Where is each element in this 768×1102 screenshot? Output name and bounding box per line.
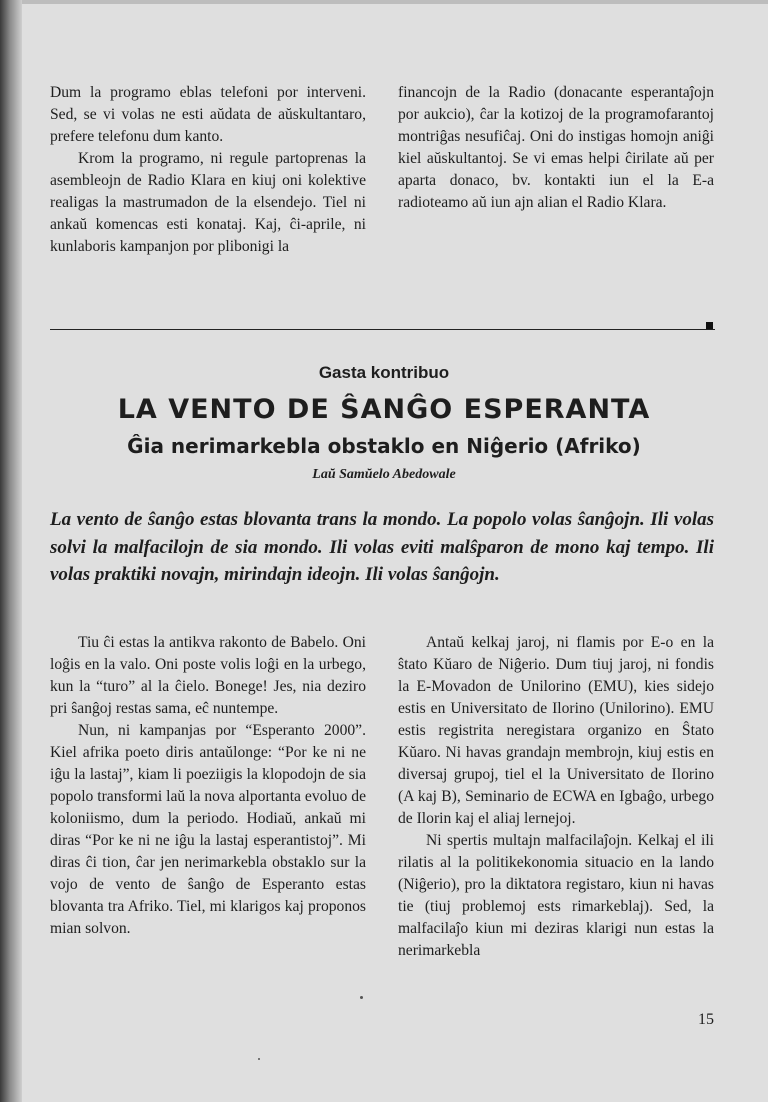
article-headline: LA VENTO DE ŜANĜO ESPERANTA [117, 394, 651, 425]
end-of-article-mark [706, 322, 713, 329]
article-byline: Laŭ Samŭelo Abedowale [312, 467, 456, 482]
print-speck [360, 996, 363, 999]
article-subheadline: Ĝia nerimarkebla obstaklo en Niĝerio (Afriko) [127, 434, 641, 458]
page-number: 15 [698, 1011, 714, 1028]
paragraph: financojn de la Radio (donacante esperantaĵojn por aukcio), ĉar la kotizoj de la programofarantoj montriĝas nesufiĉaj. Oni do instigas homojn aniĝi kiel aŭskultantoj. Se vi emas helpi ĉirilate aŭ per aparta donaco, bv. kontakti iun el la E-a radioteamo aŭ iun ajn alian el Radio Klara. [398, 84, 714, 211]
paragraph: Antaŭ kelkaj jaroj, ni flamis por E-o en la ŝtato Kŭaro de Niĝerio. Dum tiuj jaroj, ni fondis la E-Movadon de Unilorino (EMU), kies sidejo estis en Universitato de Ilorino (Unilorino). EMU estis registrita neregistara organizo en Ŝtato Kŭaro. Ni havas grandajn membrojn, kiuj estis en diversaj grupoj, tiel el la Universitato de Ilorino (A kaj B), Seminario de ECWA en Igbaĝo, urbego de Ilorin kaj el aliaj lernejoj. [398, 634, 714, 827]
article-left-column [50, 632, 366, 940]
paragraph: Dum la programo eblas telefoni por interveni. Sed, se vi volas ne esti aŭdata de aŭskultantaro, prefere telefonu dum kanto. [50, 84, 366, 145]
paragraph: Ni spertis multajn malfacilaĵojn. Kelkaj el ili rilatis al la politikekonomia situacio en la lando (Niĝerio), pro la diktatora registaro, kiun ni havas tie (tiuj problemoj ests rimarkeblaj). Sed, la malfacilaĵo kiun mi deziras klarigi nun estas la nerimarkebla [398, 832, 714, 959]
section-kicker: Gasta kontribuo [318, 363, 450, 382]
article-right-column [398, 632, 714, 962]
paragraph: Krom la programo, ni regule partoprenas la asembleojn de Radio Klara en kiuj oni kolektive realigas la mastrumadon de la elsendejo. Tiel ni ankaŭ komencas esti konataj. Kaj, ĉi-aprile, ni kunlaboris kampanjon por plibonigi la [50, 150, 366, 255]
previous-article-left-column [50, 82, 366, 258]
paragraph: Nun, ni kampanjas por “Esperanto 2000”. Kiel afrika poeto diris antaŭlonge: “Por ke ni ne iĝu la lastaj”, kiam li poeziigis la klopodojn de sia popolo transformi laŭ la nova alportanta evoluo de koloniismo, dum la periodo. Hodiaŭ, ankaŭ mi diras “Por ke ni ne iĝu la lastaj esperantistoj”. Mi diras ĉi tion, ĉar jen nerimarkebla obstaklo sur la vojo de vento de ŝanĝo de Esperanto estas blovanta tra Afriko. Tiel, mi klarigos kaj proponos mian solvon. [50, 722, 366, 937]
article-lead: La vento de ŝanĝo estas blovanta trans la mondo. La popolo volas ŝanĝojn. Ili volas solvi la malfacilojn de sia mondo. Ili volas eviti malŝparon de mono kaj tempo. Ili volas praktiki novajn, mirindajn ideojn. Ili volas ŝanĝojn. [50, 509, 714, 585]
previous-article-right-column [398, 82, 714, 214]
section-divider [50, 329, 715, 330]
paragraph: Tiu ĉi estas la antikva rakonto de Babelo. Oni loĝis en la valo. Oni poste volis loĝi en la urbego, kun la “turo” al la ĉielo. Bonege! Jes, nia deziro pri ŝanĝoj restas sama, eĉ nuntempe. [50, 634, 366, 717]
print-speck [258, 1058, 260, 1060]
page-top-edge [22, 0, 768, 4]
binding-shadow [0, 0, 22, 1102]
